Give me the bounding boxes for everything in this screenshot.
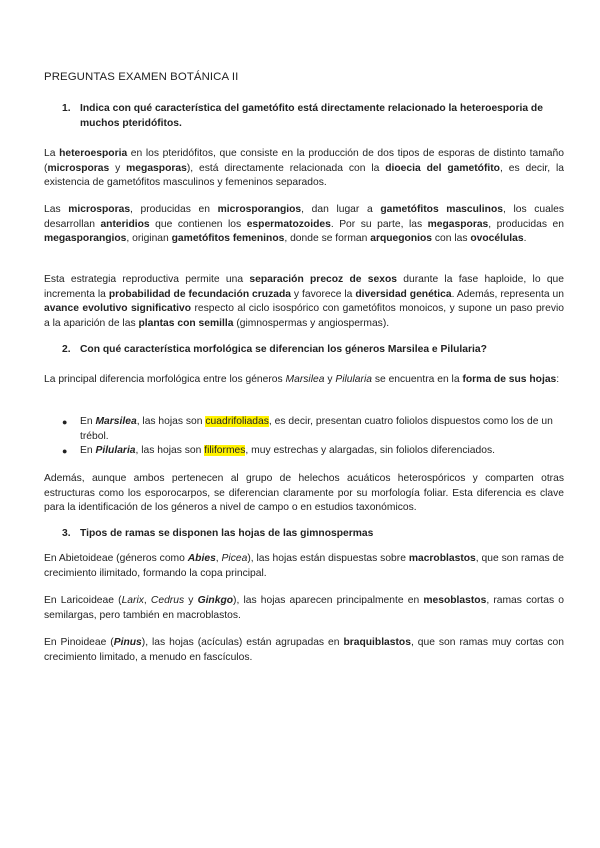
- bullet-marsilea: ● En Marsilea, las hojas son cuadrifoliadas, es decir, presentan cuatro foliolos dispuestos como los de un trébol.: [62, 415, 564, 444]
- answer-3-paragraph-3: En Pinoideae (Pinus), las hojas (acículas) están agrupadas en braquiblastos, que son ramas muy cortas con crecimiento limitado, a menudo en fascículos.: [44, 637, 564, 663]
- question-2-text: Con qué característica morfológica se diferencian los géneros Marsilea e Pilularia?: [80, 344, 487, 355]
- document-title: PREGUNTAS EXAMEN BOTÁNICA II: [44, 71, 239, 83]
- answer-1-paragraph-1: La heteroesporia en los pteridófitos, que consiste en la producción de dos tipos de esporas de distinto tamaño (microsporas y megasporas), está directamente relacionada con la dioecia del gametófito, es decir, la existencia de gametófitos masculinos y femeninos separados.: [44, 148, 564, 189]
- bullet-icon: ●: [62, 417, 68, 427]
- bullet-pilularia: ● En Pilularia, las hojas son filiformes, muy estrechas y alargadas, sin foliolos diferenciados.: [62, 444, 564, 459]
- bullet-icon: ●: [62, 446, 68, 456]
- question-1-number: 1.: [62, 103, 71, 114]
- question-1-heading: [62, 102, 568, 131]
- answer-1-paragraph-2: Las microsporas, producidas en microsporangios, dan lugar a gametófitos masculinos, los cuales desarrollan anteridios que contienen los espermatozoides. Por su parte, las megasporas, producidas en megasporangios, originan gametófitos femeninos, donde se forman arquegonios con las ovocélulas.: [44, 204, 565, 245]
- answer-2-paragraph-1: La principal diferencia morfológica entre los géneros Marsilea y Pilularia se encuentra en la forma de sus hojas:: [44, 374, 560, 385]
- question-3-heading: [62, 527, 568, 542]
- question-3-number: 3.: [62, 528, 71, 539]
- answer-3-paragraph-1: En Abietoideae (géneros como Abies, Picea), las hojas están dispuestas sobre macroblastos, que son ramas de crecimiento ilimitado, formando la copa principal.: [44, 553, 564, 579]
- question-3-text: Tipos de ramas se disponen las hojas de las gimnospermas: [80, 528, 374, 539]
- answer-2-paragraph-2: Además, aunque ambos pertenecen al grupo de helechos acuáticos heterospóricos y comparten otras estructuras como los esporocarpos, se diferencian claramente por su morfología foliar. Esta diferencia es clave para la identificación de los géneros a nivel de campo o en estudios taxonómicos.: [44, 473, 564, 514]
- question-1-text: Indica con qué característica del gametófito está directamente relacionado la heteroesporia de muchos pteridófitos.: [80, 103, 543, 129]
- question-2-heading: [62, 343, 568, 358]
- answer-1-paragraph-3: Esta estrategia reproductiva permite una separación precoz de sexos durante la fase haploide, lo que incrementa la probabilidad de fecundación cruzada y favorece la diversidad genética. Además, representa un avance evolutivo significativo respecto al ciclo isospórico con gametófitos monoicos, y supone un paso previo a la aparición de las plantas con semilla (gimnospermas y angiospermas).: [44, 274, 564, 329]
- question-2-number: 2.: [62, 344, 71, 355]
- highlight-cuadrifoliadas: cuadrifoliadas: [205, 416, 269, 427]
- highlight-filiformes: filiformes: [204, 445, 246, 456]
- answer-3-paragraph-2: En Laricoideae (Larix, Cedrus y Ginkgo), las hojas aparecen principalmente en mesoblastos, ramas cortas o semilargas, pero también en macroblastos.: [44, 595, 564, 621]
